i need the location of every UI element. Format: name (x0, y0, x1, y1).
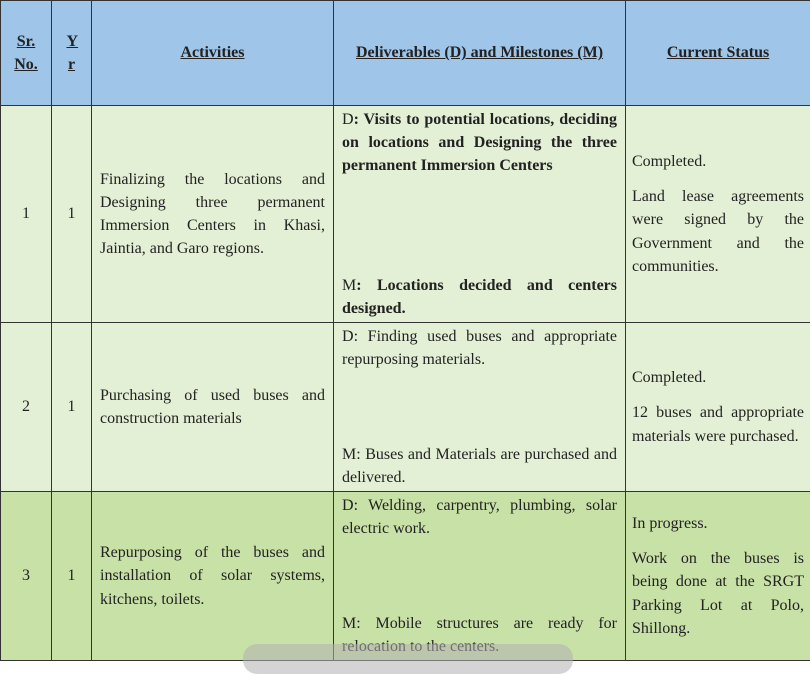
deliverables-cell: D: Welding, carpentry, plumbing, solar electric work. M: Mobile structures are ready for (334, 492, 626, 661)
table-row (1, 492, 810, 661)
deliverables-cell: D: Visits to potential locations, deciding on locations and Designing the three permanent Immersion Centers M: Locations decided and centers designed. (334, 106, 626, 323)
activity-cell: Purchasing of used buses and construction materials (92, 323, 334, 492)
header-row (1, 1, 810, 106)
yr-cell: 1 (52, 106, 92, 323)
sr-cell: 2 (1, 323, 52, 492)
deliverables-cell: D: Finding used buses and appropriate repurposing materials. M: Buses and Materials are purchased and delivered. (334, 323, 626, 492)
floating-toolbar[interactable] (243, 644, 573, 674)
header-deliverables: Deliverables (D) and Milestones (M) (334, 1, 626, 106)
sr-cell: 3 (1, 492, 52, 661)
yr-cell: 1 (52, 323, 92, 492)
header-status: Current Status (626, 1, 810, 106)
sr-cell: 1 (1, 106, 52, 323)
header-activities: Activities (92, 1, 334, 106)
activity-cell: Finalizing the locations and Designing three permanent Immersion Centers in Khasi, Jaintia, and Garo regions. (92, 106, 334, 323)
yr-cell: 1 (52, 492, 92, 661)
table-row (1, 106, 810, 323)
table-row (1, 323, 810, 492)
status-cell: In progress. Work on the buses is being done at the SRGT Parking Lot at Polo, Shillong. (626, 492, 810, 661)
status-cell: Completed. 12 buses and appropriate materials were purchased. (626, 323, 810, 492)
header-yr: Yr (52, 1, 92, 106)
status-cell: Completed. Land lease agreements were signed by the Government and the communities. (626, 106, 810, 323)
activity-cell: Repurposing of the buses and installation of solar systems, kitchens, toilets. (92, 492, 334, 661)
header-sr-no: Sr. No. (1, 1, 52, 106)
